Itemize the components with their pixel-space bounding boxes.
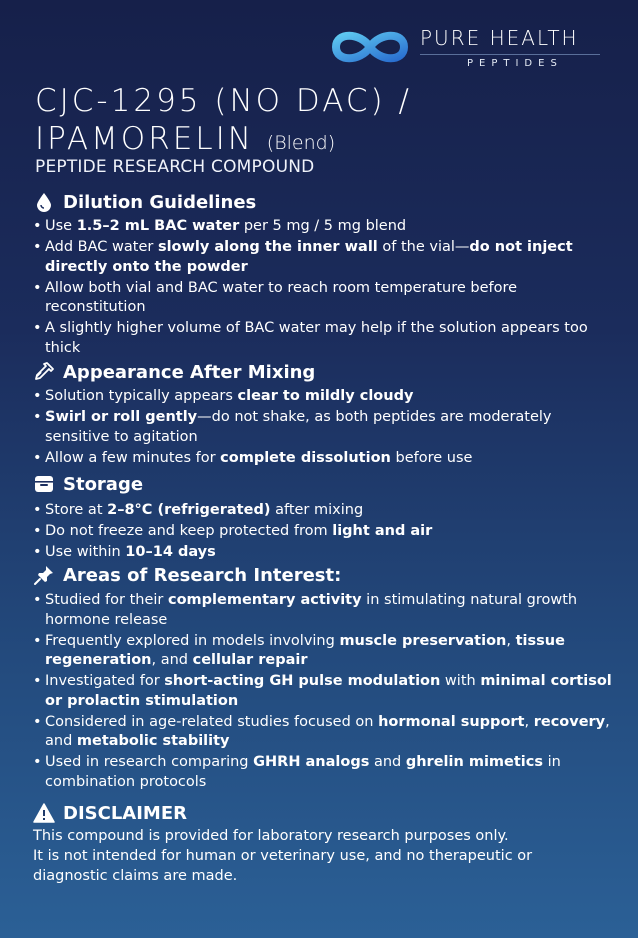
storage-box-icon bbox=[33, 473, 55, 495]
storage-list bbox=[33, 501, 613, 564]
list-item bbox=[33, 408, 613, 447]
list-item bbox=[33, 217, 613, 237]
brand-divider bbox=[420, 54, 600, 55]
brand-name: PURE HEALTH bbox=[420, 26, 579, 50]
section-heading-research bbox=[33, 564, 341, 586]
item-text: Used in research comparing bbox=[45, 754, 254, 770]
title-name: IPAMORELIN bbox=[35, 121, 254, 157]
item-text: with bbox=[440, 673, 481, 689]
bold-text: 1.5–2 mL BAC water bbox=[76, 218, 240, 234]
item-text: Store at bbox=[45, 502, 108, 518]
section-heading-disclaimer bbox=[33, 802, 187, 824]
item-text: —do not shake, as both peptides are moderately sensitive to agitation bbox=[45, 409, 552, 445]
item-text: , bbox=[506, 632, 516, 649]
item-text: A slightly higher volume of BAC water may help if the solution appears too thick bbox=[45, 320, 588, 356]
item-text: Use within bbox=[45, 544, 126, 560]
brand-subtitle: PEPTIDES bbox=[467, 58, 563, 69]
item-text: before use bbox=[390, 449, 473, 466]
list-item bbox=[33, 713, 613, 752]
bold-text: GHRH analogs bbox=[253, 754, 370, 770]
disclaimer-heading-label: DISCLAIMER bbox=[63, 802, 187, 824]
section-heading-appearance bbox=[33, 361, 315, 383]
dilution-list bbox=[33, 217, 613, 360]
bold-text: short-acting GH pulse modulation bbox=[164, 673, 441, 689]
bold-text: muscle preservation bbox=[339, 632, 507, 649]
item-text: and bbox=[369, 754, 406, 770]
research-heading-label: Areas of Research Interest: bbox=[63, 564, 342, 586]
bold-text: slowly along the inner wall bbox=[157, 239, 378, 255]
list-item bbox=[33, 753, 613, 792]
disclaimer-line-2: It is not intended for human or veterinary use, and no therapeutic or bbox=[33, 848, 533, 864]
bold-text: metabolic stability bbox=[76, 733, 230, 749]
pipette-icon bbox=[33, 361, 55, 383]
item-text: , and bbox=[45, 713, 610, 749]
list-item bbox=[33, 501, 613, 521]
item-text: in stimulating natural growth hormone release bbox=[45, 592, 578, 628]
list-item bbox=[33, 672, 613, 711]
infinity-logo-icon bbox=[330, 24, 410, 70]
list-item bbox=[33, 238, 613, 277]
bold-text: Swirl or roll gently bbox=[45, 409, 198, 425]
item-text: Considered in age-related studies focused on bbox=[45, 713, 379, 730]
bold-text: recovery bbox=[533, 713, 606, 730]
page-subtitle: PEPTIDE RESEARCH COMPOUND bbox=[35, 157, 315, 177]
bold-text: 2–8°C (refrigerated) bbox=[107, 502, 271, 518]
product-title bbox=[35, 82, 615, 162]
item-text: Allow a few minutes for bbox=[45, 449, 221, 466]
list-item bbox=[33, 522, 613, 542]
title-suffix: (Blend) bbox=[266, 132, 336, 154]
appearance-list bbox=[33, 387, 613, 470]
droplet-icon bbox=[33, 191, 55, 213]
list-item bbox=[33, 449, 613, 469]
item-text: Solution typically appears bbox=[45, 388, 238, 404]
list-item bbox=[33, 279, 613, 318]
item-text: per 5 mg / 5 mg blend bbox=[239, 218, 407, 234]
item-text: Do not freeze and keep protected from bbox=[45, 523, 333, 539]
item-text: Allow both vial and BAC water to reach room temperature before reconstitution bbox=[45, 279, 518, 315]
bold-text: do not inject directly onto the powder bbox=[45, 239, 573, 275]
bold-text: minimal cortisol or prolactin stimulation bbox=[45, 673, 612, 709]
storage-heading-label: Storage bbox=[63, 473, 144, 495]
bold-text: ghrelin mimetics bbox=[405, 754, 544, 770]
brand-logo bbox=[330, 24, 620, 74]
appearance-heading-label: Appearance After Mixing bbox=[63, 361, 316, 383]
item-text: after mixing bbox=[270, 502, 364, 518]
warning-icon bbox=[33, 802, 55, 824]
bold-text: clear to mildly cloudy bbox=[237, 388, 414, 404]
dilution-heading-label: Dilution Guidelines bbox=[63, 191, 257, 213]
item-text: , and bbox=[151, 652, 193, 668]
section-heading-storage bbox=[33, 473, 143, 495]
list-item bbox=[33, 543, 613, 563]
bold-text: complete dissolution bbox=[220, 449, 391, 466]
bold-text: complementary activity bbox=[168, 592, 362, 608]
disclaimer-text bbox=[33, 826, 623, 886]
list-item bbox=[33, 387, 613, 407]
bold-text: tissue regeneration bbox=[45, 632, 565, 668]
item-text: Add BAC water bbox=[45, 239, 158, 255]
item-text: Studied for their bbox=[45, 592, 168, 608]
item-text: Frequently explored in models involving bbox=[45, 632, 340, 649]
title-line-1: CJC-1295 (NO DAC) / bbox=[35, 83, 412, 119]
section-heading-dilution bbox=[33, 191, 256, 213]
bold-text: cellular repair bbox=[192, 652, 308, 668]
bold-text: hormonal support bbox=[378, 713, 525, 730]
disclaimer-line-1: This compound is provided for laboratory research purposes only. bbox=[33, 828, 509, 844]
title-line-2 bbox=[35, 120, 615, 162]
item-text: Investigated for bbox=[45, 673, 165, 689]
bold-text: light and air bbox=[332, 523, 433, 539]
item-text: of the vial— bbox=[377, 239, 470, 255]
list-item bbox=[33, 632, 613, 671]
item-text: , bbox=[524, 713, 534, 730]
item-text: in combination protocols bbox=[45, 754, 561, 790]
disclaimer-line-3: diagnostic claims are made. bbox=[33, 868, 238, 884]
list-item bbox=[33, 319, 613, 358]
research-list bbox=[33, 591, 613, 794]
item-text: Use bbox=[45, 218, 77, 234]
pin-icon bbox=[33, 564, 55, 586]
bold-text: 10–14 days bbox=[125, 544, 216, 560]
list-item bbox=[33, 591, 613, 630]
